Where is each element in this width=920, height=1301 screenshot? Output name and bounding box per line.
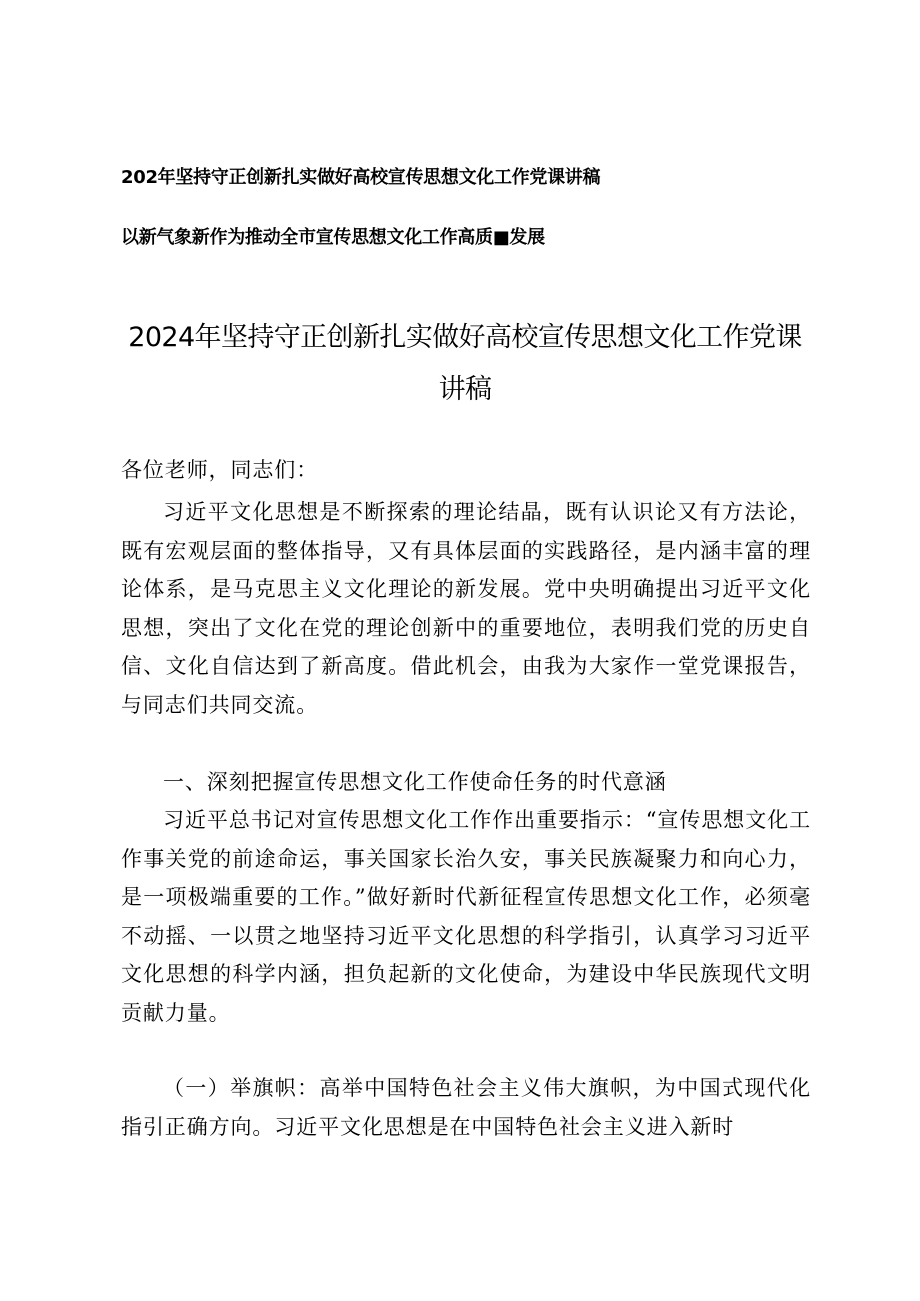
- paragraph-intro: 习近平文化思想是不断探索的理论结晶，既有认识论又有方法论，既有宏观层面的整体指导，又有具体层面的实践路径，是内涵丰富的理论体系，是马克思主义文化理论的新发展。党中央明确提出习近平文化思想，突出了文化在党的理论创新中的重要地位，表明我们党的历史自信、文化自信达到了新高度。借此机会，由我为大家作一堂党课报告，与同志们共同交流。: [121, 500, 811, 717]
- paragraph-section-1: 习近平总书记对宣传思想文化工作作出重要指示：“宣传思想文化工作事关党的前途命运，事关国家长治久安，事关民族凝聚力和向心力，是一项极端重要的工作。”做好新时代新征程宣传思想文化工作，必须毫不动摇、一以贯之地坚持习近平文化思想的科学指引，认真学习习近平文化思想的科学内涵，担负起新的文化使命，为建设中华民族现代文明贡献力量。: [121, 808, 811, 1025]
- document-title: 2024年坚持守正创新扎实做好高校宣传思想文化工作党课讲稿: [128, 322, 802, 405]
- greeting: 各位老师，同志们：: [121, 458, 319, 482]
- toc-entry-1[interactable]: 202年坚持守正创新扎实做好高校宣传思想文化工作党课讲稿: [121, 167, 601, 188]
- toc-entry-2[interactable]: 以新气象新作为推动全市宣传思想文化工作高质■发展: [121, 227, 545, 248]
- paragraph-subsection-1: （一）举旗帜：高举中国特色社会主义伟大旗帜，为中国式现代化指引正确方向。习近平文化思想是在中国特色社会主义进入新时: [121, 1076, 811, 1139]
- section-heading-1: 一、深刻把握宣传思想文化工作使命任务的时代意涵: [163, 770, 667, 794]
